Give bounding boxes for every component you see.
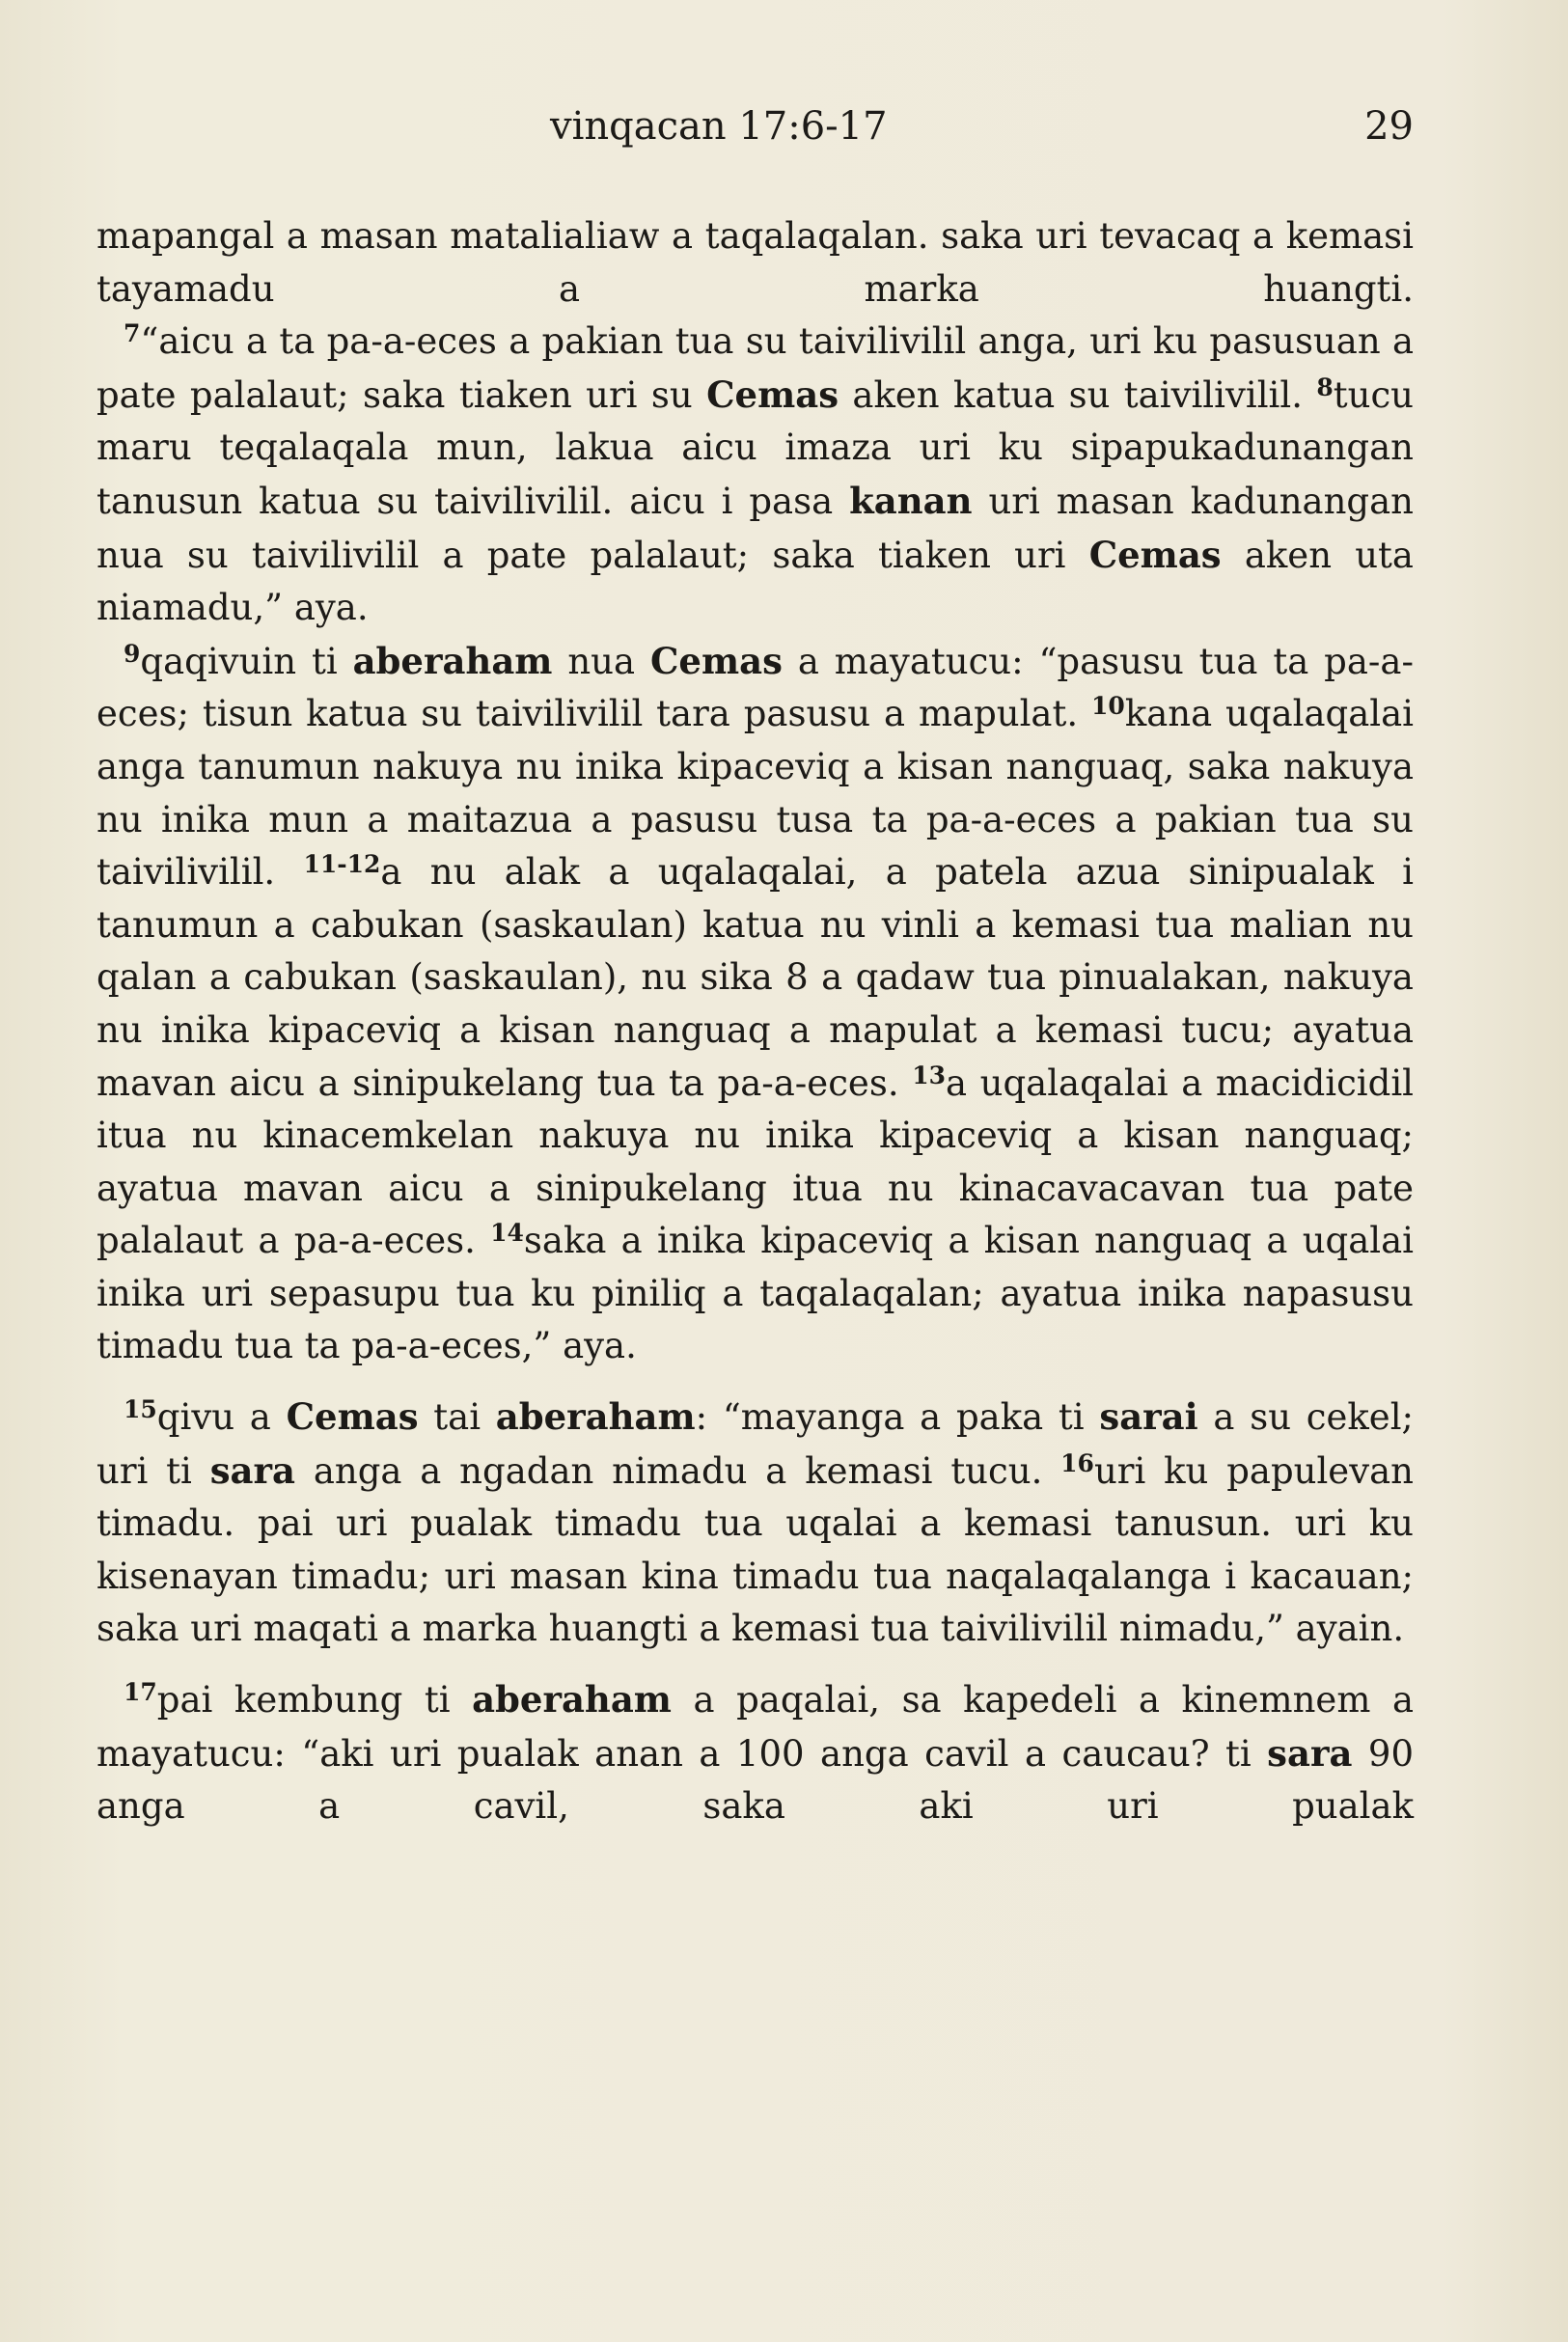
text-run: uri ku papulevan timadu. pai uri pualak timadu tua uqalai a kemasi tanusun. uri ku kisenayan timadu; uri masan kina timadu tua naqalaqalanga i kacauan; saka uri maqati a marka huangti a kemasi tua taivilivilil nimadu,” ayain. [96,1449,1414,1650]
text-run: aken uta niamadu,” aya. [96,534,1414,629]
bold-name: Cemas [706,372,839,416]
paragraph-5 [96,1673,1414,1833]
text-run: saka a inika kipaceviq a kisan nanguaq a uqalai inika uri sepasupu tua ku piniliq a taqalaqalan; ayatua inika napasusu timadu tua ta pa-a-eces,” aya. [96,1220,1414,1367]
verse-number: 14 [490,1219,524,1248]
text-run: pai kembung ti [156,1679,473,1722]
text-run: tucu maru teqalaqala mun, lakua aicu imaza uri ku sipapukadunangan tanusun katua su taivilivilil. aicu i pasa [96,373,1414,522]
bold-name: sara [1267,1731,1353,1775]
paragraph-2 [96,316,1414,635]
text-run: a nu alak a uqalaqalai, a patela azua sinipualak i tanumun a cabukan (saskaulan) katua nu vinli a kemasi tua malian nu qalan a cabukan (saskaulan), nu sika 8 a qadaw tua pinualakan, nakuya nu inika kipaceviq a kisan nanguaq a mapulat a kemasi tucu; ayatua mavan aicu a sinipukelang tua ta pa-a-eces. [96,851,1414,1104]
running-head: vinqacan 17:6-17 [550,104,888,149]
verse-number: 15 [124,1395,157,1424]
verse-number: 13 [912,1061,946,1089]
bold-name: Cemas [1088,533,1222,576]
bold-name: Cemas [649,639,783,682]
text-run: a paqalai, sa kapedeli a kinemnem a mayatucu: “aki uri pualak anan a 100 anga cavil a caucau? ti [96,1679,1414,1775]
text-run: 90 anga a cavil, saka aki uri pualak [96,1732,1415,1828]
paragraph-3 [96,635,1414,1373]
text-run: tai [418,1396,496,1439]
page-number: 29 [1364,104,1414,149]
text-run: a mayatucu: “pasusu tua ta pa-a-eces; tisun katua su taivilivilil tara pasusu a mapulat. [96,640,1414,735]
verse-number: 10 [1091,692,1125,721]
page-header [96,104,1414,162]
text-run: qivu a [156,1396,287,1439]
text-run: nua [552,640,650,682]
text-run: kana uqalaqalai anga tanumun nakuya nu inika kipaceviq a kisan nanguaq, saka nakuya nu inika mun a maitazua a pasusu tusa ta pa-a-eces a pakian tua su taivilivilil. [96,693,1414,894]
bold-name: sara [209,1448,295,1492]
verse-number: 17 [124,1678,157,1707]
text-run: qaqivuin ti [140,640,353,682]
bold-name: aberaham [352,639,553,682]
bold-name: aberaham [472,1678,672,1722]
verse-number: 16 [1060,1448,1094,1477]
bold-name: Cemas [286,1395,419,1439]
paragraph-4 [96,1391,1414,1656]
bold-name: sarai [1099,1395,1198,1439]
bold-name: aberaham [495,1395,696,1439]
text-run: “aicu a ta pa-a-eces a pakian tua su taivilivilil anga, uri ku pasusuan a pate palalaut; saka tiaken uri su [96,320,1414,416]
text-run: : “mayanga a paka ti [695,1396,1100,1439]
bold-name: kanan [849,479,973,522]
verse-number: 9 [124,639,141,668]
verse-number: 7 [124,319,141,348]
paragraph-1: mapangal a masan matalialiaw a taqalaqalan. saka uri tevacaq a kemasi tayamadu a marka huangti. [96,215,1414,310]
text-run: a uqalaqalai a macidicidil itua nu kinacemkelan nakuya nu inika kipaceviq a kisan nanguaq; ayatua mavan aicu a sinipukelang itua nu kinacavacavan tua pate palalaut a pa-a-eces. [96,1061,1414,1262]
verse-number: 8 [1316,372,1334,401]
text-run: aken katua su taivilivilil. [839,373,1317,416]
text-run: anga a ngadan nimadu a kemasi tucu. [295,1449,1061,1492]
text-run: a su cekel; uri ti [96,1396,1414,1492]
body-text [96,210,1414,1833]
verse-number: 11-12 [303,850,381,879]
text-run: uri masan kadunangan nua su taivilivilil a pate palalaut; saka tiaken uri [96,480,1414,576]
